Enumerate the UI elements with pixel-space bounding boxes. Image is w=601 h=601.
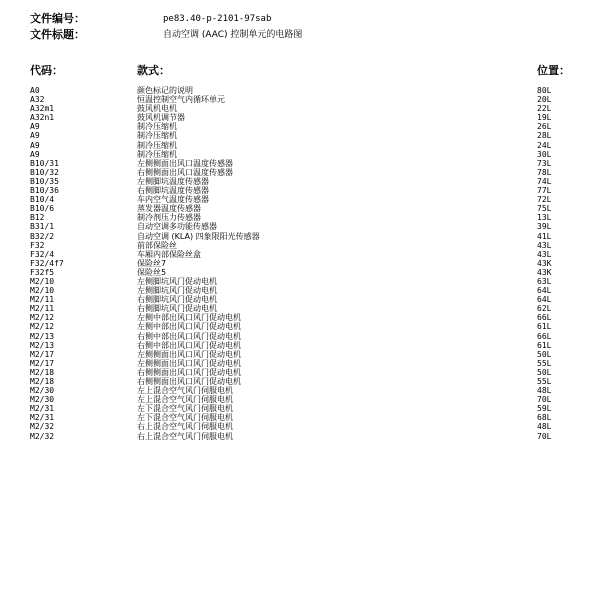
position-column-header: 位置： (537, 64, 570, 77)
row-style: 左下混合空气风门伺服电机 (137, 413, 233, 423)
doc-title-row (30, 28, 590, 42)
row-code: A9 (30, 149, 40, 159)
table-row (30, 104, 590, 113)
row-style: 左上混合空气风门伺服电机 (137, 386, 233, 396)
table-row (30, 404, 590, 413)
row-style: 右侧脚坑风门促动电机 (137, 295, 217, 305)
row-style: 制冷压缩机 (137, 131, 177, 141)
row-code: M2/32 (30, 422, 55, 432)
row-code: M2/13 (30, 340, 55, 350)
row-code: B10/36 (30, 186, 59, 196)
table-row (30, 150, 590, 159)
row-code: B10/31 (30, 158, 59, 168)
row-code: B10/6 (30, 204, 55, 214)
table-row (30, 295, 590, 304)
row-code: M2/11 (30, 304, 55, 314)
row-style: 保险丝7 (137, 258, 167, 268)
row-style: 右上混合空气风门伺服电机 (137, 431, 233, 441)
table-row (30, 122, 590, 131)
row-position: 75L (537, 204, 552, 214)
row-style: 左上混合空气风门伺服电机 (137, 395, 233, 405)
row-position: 43L (537, 240, 552, 250)
row-code: M2/12 (30, 313, 55, 323)
row-code: M2/32 (30, 431, 55, 441)
table-row (30, 186, 590, 195)
row-position: 43K (537, 267, 552, 277)
row-position: 61L (537, 340, 552, 350)
row-code: B12 (30, 213, 45, 223)
row-code: M2/31 (30, 413, 55, 423)
row-code: B31/1 (30, 222, 55, 232)
row-style: 左侧脚坑风门促动电机 (137, 286, 217, 296)
row-position: 26L (537, 122, 552, 132)
row-code: M2/17 (30, 358, 55, 368)
row-position: 55L (537, 377, 552, 386)
table-row (30, 241, 590, 250)
row-position: 61L (537, 322, 552, 332)
row-position: 22L (537, 104, 552, 114)
row-style: 左侧侧面出风口风门促动电机 (137, 358, 241, 368)
row-code: B32/2 (30, 231, 55, 241)
row-style: 恒温控制空气内循环单元 (137, 95, 225, 105)
row-position: 80L (537, 86, 552, 95)
row-position: 74L (537, 176, 552, 186)
row-code: A32 (30, 95, 45, 105)
table-row (30, 159, 590, 168)
table-row (30, 204, 590, 213)
row-code: F32f5 (30, 267, 55, 277)
row-style: 左下混合空气风门伺服电机 (137, 404, 233, 414)
table-row (30, 332, 590, 341)
row-code: M2/12 (30, 322, 55, 332)
row-code: B10/32 (30, 167, 59, 177)
row-code: M2/10 (30, 286, 55, 296)
doc-number-label: 文件编号： (30, 12, 85, 25)
row-position: 41L (537, 231, 552, 241)
row-code: F32/4f7 (30, 258, 64, 268)
table-row (30, 395, 590, 404)
doc-number-value: pe83.40-p-2101-97sab (163, 14, 272, 24)
row-position: 73L (537, 158, 552, 168)
table-row (30, 377, 590, 386)
row-code: B10/4 (30, 195, 55, 205)
table-row (30, 422, 590, 431)
row-position: 78L (537, 167, 552, 177)
row-position: 48L (537, 422, 552, 432)
row-style: 左侧脚坑温度传感器 (137, 176, 209, 186)
row-code: M2/13 (30, 331, 55, 341)
table-row (30, 304, 590, 313)
table-row (30, 341, 590, 350)
row-position: 20L (537, 95, 552, 105)
table-row (30, 141, 590, 150)
row-position: 62L (537, 304, 552, 314)
row-style: 鼓风机电机 (137, 104, 177, 114)
row-position: 13L (537, 213, 552, 223)
row-code: A32m1 (30, 104, 55, 114)
row-style: 右侧脚坑风门促动电机 (137, 304, 217, 314)
component-table (30, 86, 590, 441)
code-column-header: 代码： (30, 64, 63, 77)
row-code: A9 (30, 122, 40, 132)
row-position: 70L (537, 431, 552, 441)
row-code: A9 (30, 140, 40, 150)
table-row (30, 268, 590, 277)
table-row (30, 286, 590, 295)
row-position: 66L (537, 331, 552, 341)
row-style: 左侧侧面出风口温度传感器 (137, 158, 233, 168)
row-code: M2/31 (30, 404, 55, 414)
row-style: 左侧脚坑风门促动电机 (137, 276, 217, 286)
row-style: 前部保险丝 (137, 240, 177, 250)
row-style: 制冷压缩机 (137, 140, 177, 150)
table-row (30, 386, 590, 395)
table-row (30, 350, 590, 359)
row-style: 制冷压缩机 (137, 122, 177, 132)
row-code: M2/30 (30, 395, 55, 405)
row-position: 28L (537, 131, 552, 141)
row-code: M2/17 (30, 349, 55, 359)
doc-title-value: 自动空调 (AAC) 控制单元的电路图 (163, 30, 303, 40)
table-row (30, 250, 590, 259)
table-row (30, 131, 590, 140)
style-column-header: 款式： (137, 64, 170, 77)
row-code: M2/18 (30, 367, 55, 377)
row-position: 50L (537, 349, 552, 359)
row-position: 19L (537, 113, 552, 123)
row-position: 24L (537, 140, 552, 150)
doc-number-row (30, 12, 590, 26)
table-row (30, 322, 590, 331)
table-row (30, 359, 590, 368)
row-position: 59L (537, 404, 552, 414)
row-style: 车厢内部保险丝盒 (137, 249, 201, 259)
row-code: F32 (30, 240, 45, 250)
row-style: 左侧中部出风口风门促动电机 (137, 322, 241, 332)
row-style: 制冷剂压力传感器 (137, 213, 201, 223)
row-position: 64L (537, 286, 552, 296)
row-position: 39L (537, 222, 552, 232)
row-style: 自动空调 (KLA) 四象限阳光传感器 (137, 231, 260, 241)
row-position: 70L (537, 395, 552, 405)
row-code: A0 (30, 86, 40, 95)
table-row (30, 113, 590, 122)
row-position: 64L (537, 295, 552, 305)
row-code: F32/4 (30, 249, 55, 259)
row-style: 自动空调多功能传感器 (137, 222, 217, 232)
row-code: B10/35 (30, 176, 59, 186)
row-position: 66L (537, 313, 552, 323)
row-style: 右侧侧面出风口温度传感器 (137, 167, 233, 177)
table-row (30, 232, 590, 241)
row-code: A9 (30, 131, 40, 141)
row-position: 43L (537, 249, 552, 259)
row-style: 右侧侧面出风口风门促动电机 (137, 377, 241, 386)
row-style: 制冷压缩机 (137, 149, 177, 159)
table-row (30, 277, 590, 286)
row-style: 右上混合空气风门伺服电机 (137, 422, 233, 432)
row-position: 68L (537, 413, 552, 423)
row-style: 左侧中部出风口风门促动电机 (137, 313, 241, 323)
row-position: 43K (537, 258, 552, 268)
doc-title-label: 文件标题： (30, 28, 85, 41)
table-row (30, 195, 590, 204)
row-style: 蒸发器温度传感器 (137, 204, 201, 214)
table-row (30, 95, 590, 104)
row-position: 63L (537, 276, 552, 286)
row-position: 77L (537, 186, 552, 196)
row-position: 72L (537, 195, 552, 205)
row-style: 左侧侧面出风口风门促动电机 (137, 349, 241, 359)
table-row (30, 177, 590, 186)
table-row (30, 413, 590, 422)
row-position: 50L (537, 367, 552, 377)
row-position: 48L (537, 386, 552, 396)
table-row (30, 222, 590, 231)
table-row (30, 432, 590, 441)
table-row (30, 86, 590, 95)
table-header (30, 64, 590, 78)
table-row (30, 259, 590, 268)
table-row (30, 168, 590, 177)
row-code: A32n1 (30, 113, 55, 123)
table-row (30, 368, 590, 377)
row-style: 右侧中部出风口风门促动电机 (137, 331, 241, 341)
row-code: M2/10 (30, 276, 55, 286)
row-position: 30L (537, 149, 552, 159)
row-position: 55L (537, 358, 552, 368)
row-code: M2/30 (30, 386, 55, 396)
row-style: 右侧中部出风口风门促动电机 (137, 340, 241, 350)
table-row (30, 313, 590, 322)
row-style: 保险丝5 (137, 267, 167, 277)
row-style: 右侧侧面出风口风门促动电机 (137, 367, 241, 377)
row-style: 颜色标记的说明 (137, 86, 193, 95)
row-code: M2/18 (30, 377, 55, 386)
row-code: M2/11 (30, 295, 55, 305)
row-style: 车内空气温度传感器 (137, 195, 209, 205)
row-style: 右侧脚坑温度传感器 (137, 186, 209, 196)
row-style: 鼓风机调节器 (137, 113, 185, 123)
table-row (30, 213, 590, 222)
